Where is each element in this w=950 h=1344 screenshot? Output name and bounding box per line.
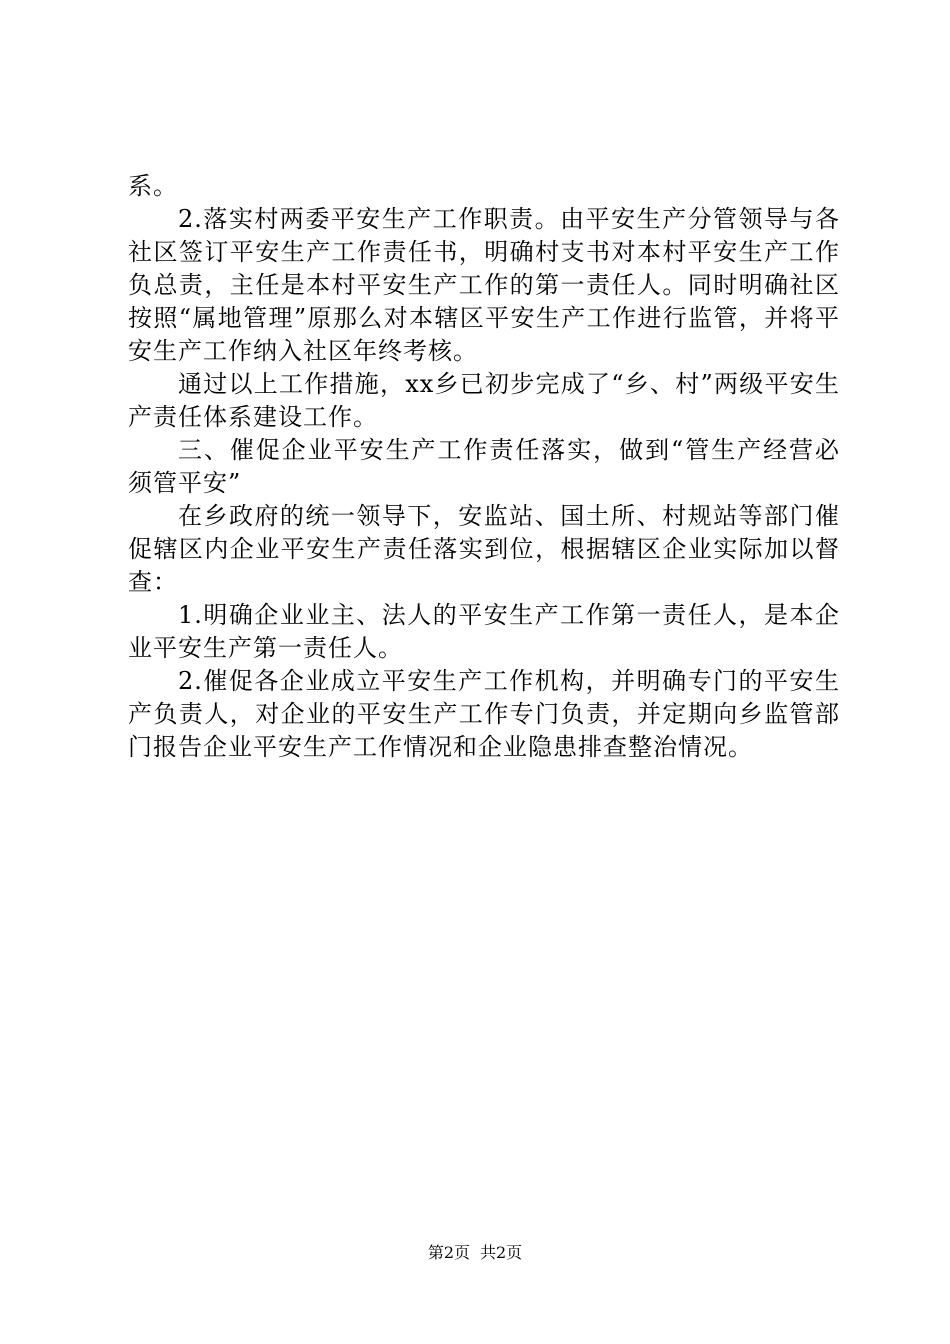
paragraph-2: 2.落实村两委平安生产工作职责。由平安生产分管领导与各社区签订平安生产工作责任书，明确村支书对本村平安生产工作负总责，主任是本村平安生产工作的第一责任人。同时明确社区按照“属地管理”原那么对本辖区平安生产工作进行监管，并将平安生产工作纳入社区年终考核。: [128, 205, 840, 365]
page-number: 第2页: [427, 1243, 470, 1262]
list-item-2: 2.催促各企业成立平安生产工作机构，并明确专门的平安生产负责人，对企业的平安生产工作专门负责，并定期向乡监管部门报告企业平安生产工作情况和企业隐患排查整治情况。: [128, 667, 840, 761]
paragraph-3: 通过以上工作措施，xx乡已初步完成了“乡、村”两级平安生产责任体系建设工作。: [128, 370, 840, 431]
page-total: 共2页: [480, 1243, 523, 1262]
page-footer: [0, 1242, 950, 1264]
section-heading-3: 三、催促企业平安生产工作责任落实，做到“管生产经营必须管平安”: [128, 436, 840, 497]
list-item-1: 1.明确企业业主、法人的平安生产工作第一责任人，是本企业平安生产第一责任人。: [128, 601, 840, 662]
paragraph-1: 系。: [128, 172, 178, 200]
paragraph-5: 在乡政府的统一领导下，安监站、国土所、村规站等部门催促辖区内企业平安生产责任落实到位，根据辖区企业实际加以督查：: [128, 502, 840, 596]
document-body: [128, 170, 840, 764]
